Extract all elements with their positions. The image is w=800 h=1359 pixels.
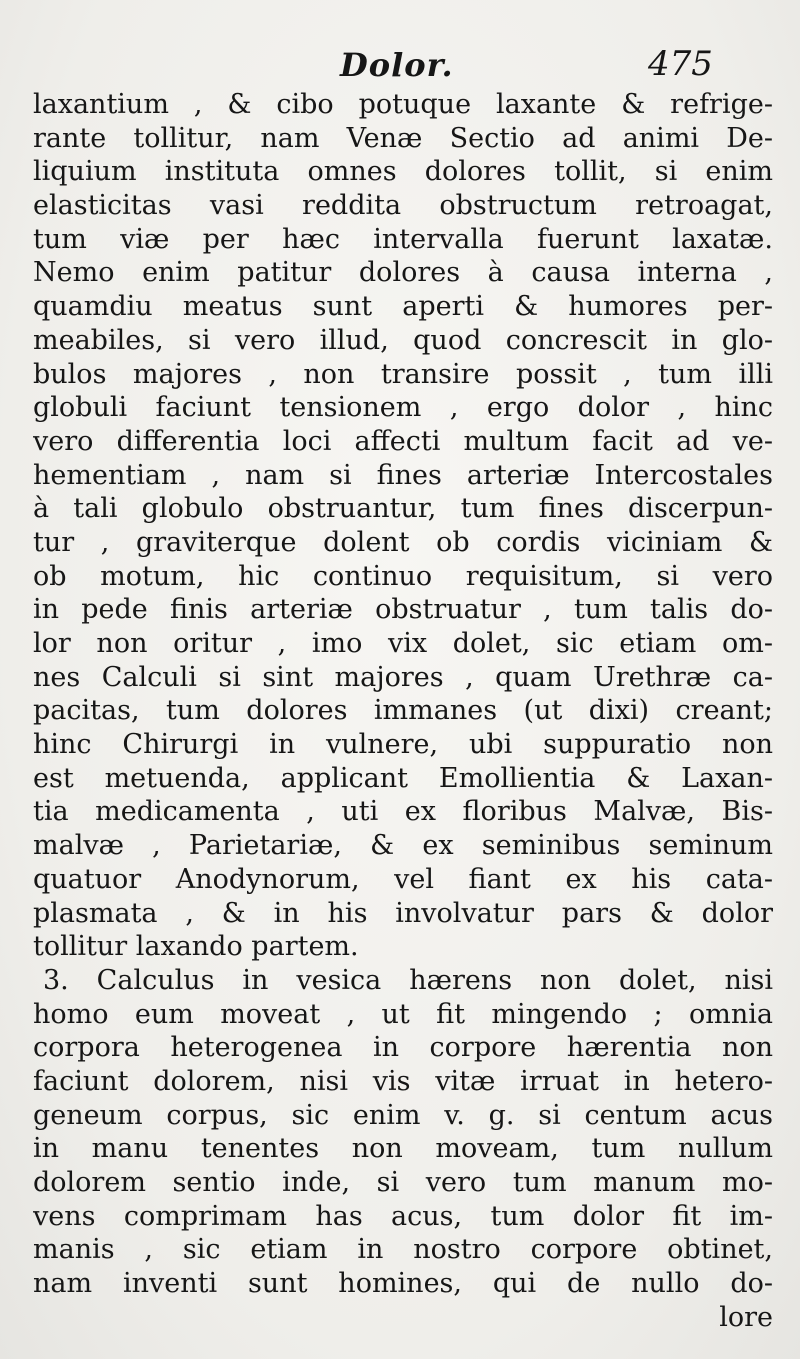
- text-line: pacitas, tum dolores immanes (ut dixi) creant;: [33, 695, 773, 727]
- page-number: 475: [648, 44, 713, 84]
- text-line: globuli faciunt tensionem , ergo dolor , hinc: [33, 392, 773, 424]
- text-line: dolorem sentio inde, si vero tum manum mo-: [33, 1167, 773, 1198]
- text-line: rante tollitur, nam Venæ Sectio ad animi De-: [33, 122, 773, 154]
- text-line: liquium instituta omnes dolores tollit, si enim: [33, 156, 773, 188]
- body-text: [33, 88, 773, 1334]
- text-line: à tali globulo obstruantur, tum fines discerpun-: [33, 493, 773, 525]
- text-line: meabiles, si vero illud, quod concrescit in glo-: [33, 324, 773, 356]
- page-header: [0, 42, 800, 90]
- text-line: in pede finis arteriæ obstruatur , tum talis do-: [33, 594, 773, 626]
- text-line: est metuenda, applicant Emollientia & Laxan-: [33, 762, 773, 794]
- text-line: elasticitas vasi reddita obstructum retroagat,: [33, 190, 773, 222]
- text-line: faciunt dolorem, nisi vis vitæ irruat in hetero-: [33, 1065, 773, 1097]
- text-line: malvæ , Parietariæ, & ex seminibus seminum: [33, 830, 773, 862]
- text-line: hementiam , nam si fines arteriæ Intercostales: [33, 459, 773, 491]
- text-line: laxantium , & cibo potuque laxante & refrige-: [33, 89, 773, 120]
- text-line: tia medicamenta , uti ex floribus Malvæ, Bis-: [33, 796, 773, 828]
- text-line: tollitur laxando partem.: [33, 931, 359, 963]
- text-line: quatuor Anodynorum, vel fiant ex his cata-: [33, 863, 773, 895]
- running-head: Dolor.: [340, 46, 454, 84]
- text-line: 3. Calculus in vesica hærens non dolet, nisi: [43, 964, 773, 996]
- text-line: tum viæ per hæc intervalla fuerunt laxatæ.: [33, 223, 773, 255]
- text-line: corpora heterogenea in corpore hærentia non: [33, 1032, 773, 1064]
- text-line: bulos majores , non transire possit , tum illi: [33, 358, 773, 390]
- text-line: vero differentia loci affecti multum facit ad ve-: [33, 425, 773, 457]
- catchword: lore: [719, 1301, 773, 1333]
- text-line: lor non oritur , imo vix dolet, sic etiam om-: [33, 628, 773, 659]
- text-line: in manu tenentes non moveam, tum nullum: [33, 1133, 773, 1165]
- text-line: ob motum, hic continuo requisitum, si vero: [33, 560, 773, 592]
- text-line: quamdiu meatus sunt aperti & humores per-: [33, 291, 773, 323]
- text-line: hinc Chirurgi in vulnere, ubi suppuratio non: [33, 729, 773, 761]
- text-line: vens comprimam has acus, tum dolor fit im-: [33, 1200, 773, 1232]
- text-line: homo eum moveat , ut fit mingendo ; omnia: [33, 998, 773, 1030]
- text-line: manis , sic etiam in nostro corpore obtinet,: [33, 1234, 773, 1266]
- text-line: tur , graviterque dolent ob cordis viciniam &: [33, 526, 773, 558]
- text-line: plasmata , & in his involvatur pars & dolor: [33, 897, 773, 929]
- text-line: nes Calculi si sint majores , quam Urethræ ca-: [33, 661, 773, 693]
- text-line: nam inventi sunt homines, qui de nullo do-: [33, 1268, 773, 1300]
- text-line: geneum corpus, sic enim v. g. si centum acus: [33, 1099, 773, 1131]
- text-line: Nemo enim patitur dolores à causa interna ,: [33, 257, 773, 289]
